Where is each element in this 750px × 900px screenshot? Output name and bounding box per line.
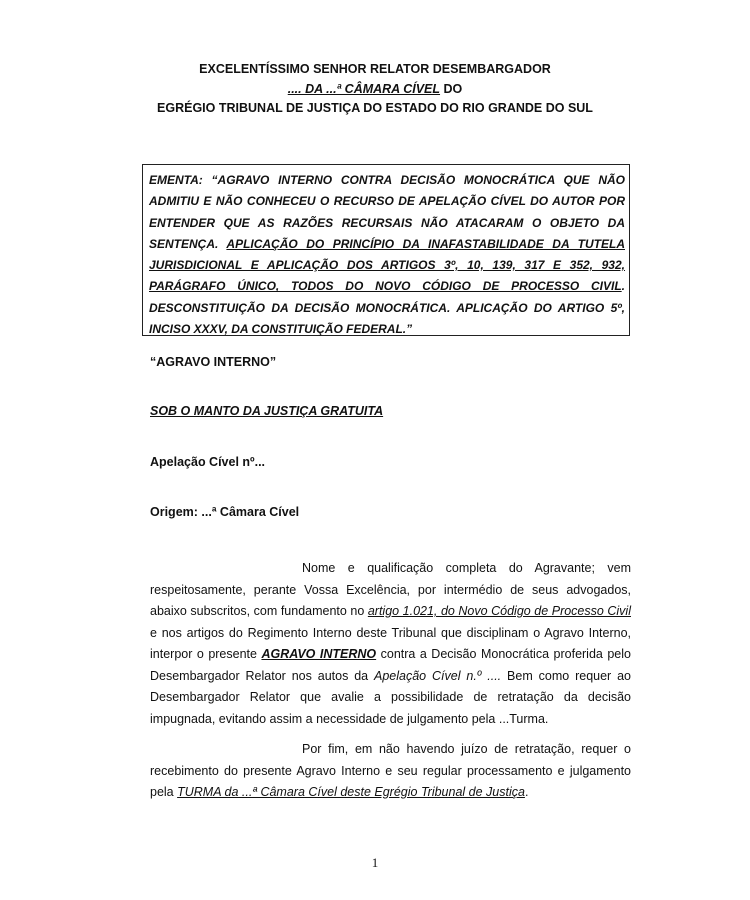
- ementa-part-2: . DESCONSTITUIÇÃO DA DECISÃO MONOCRÁTICA. APLICAÇÃO DO ARTIGO 5º, INCISO XXXV, DA CONSTITUIÇÃO FEDERAL.”: [149, 279, 625, 337]
- header-chamber: .... DA ...ª CÂMARA CÍVEL: [287, 82, 441, 96]
- label-agravo-interno: “AGRAVO INTERNO”: [150, 355, 277, 369]
- ementa-underlined: APLICAÇÃO DO PRINCÍPIO DA INAFASTABILIDADE DA TUTELA JURISDICIONAL E APLICAÇÃO DOS ARTIGOS 3º, 10, 139, 317 E 352, 932, PARÁGRAFO ÚNICO, TODOS DO NOVO CÓDIGO DE PROCESSO CIVIL: [149, 236, 625, 294]
- page-number: 1: [371, 855, 379, 870]
- p1-text-1: Nome e qualificação completa do Agravante; vem respeitosamente, perante Vossa Excelência, por intermédio de seus advogados, abaixo subscritos, com fundamento no: [150, 561, 631, 618]
- header-line-2: [0, 82, 750, 96]
- p1-text-5: contra a Decisão Monocrática proferida pelo Desembargador Relator nos autos da: [150, 647, 631, 683]
- p1-apelacao-ref: Apelação Cível n.º ....: [374, 668, 502, 683]
- header-line-3: EGRÉGIO TRIBUNAL DE JUSTIÇA DO ESTADO DO RIO GRANDE DO SUL: [157, 101, 593, 115]
- label-origem: Origem: ...ª Câmara Cível: [150, 505, 300, 519]
- label-apelacao-civel: Apelação Cível nº...: [150, 455, 266, 469]
- p2-text-3: .: [524, 785, 529, 799]
- paragraph-2: [150, 739, 631, 804]
- header-line-2-suffix: DO: [440, 82, 463, 96]
- ementa-text: [149, 170, 625, 340]
- label-justica-gratuita: SOB O MANTO DA JUSTIÇA GRATUITA: [150, 404, 384, 418]
- p2-turma-ref: TURMA da ...ª Câmara Cível deste Egrégio Tribunal de Justiça: [177, 785, 525, 799]
- p1-artigo-ref: artigo 1.021, do Novo Código de Processo Civil: [367, 604, 631, 618]
- p2-text-1: Por fim, em não havendo juízo de retratação, requer o recebimento do presente Agravo Interno e seu regular processamento e julgamento pela: [150, 742, 631, 799]
- paragraph-1: [150, 558, 631, 730]
- header-line-1: EXCELENTÍSSIMO SENHOR RELATOR DESEMBARGADOR: [199, 62, 551, 76]
- p1-text-7: Bem como requer ao Desembargador Relator que avalie a possibilidade de retratação da decisão impugnada, evitando assim a necessidade de julgamento pela ...Turma.: [150, 668, 632, 726]
- ementa-box: [142, 164, 630, 336]
- ementa-part-1: EMENTA: “AGRAVO INTERNO CONTRA DECISÃO MONOCRÁTICA QUE NÃO ADMITIU E NÃO CONHECEU O RECURSO DE APELAÇÃO CÍVEL DO AUTOR POR ENTENDER QUE AS RAZÕES RECURSAIS NÃO ATACARAM O OBJETO DA SENTENÇA.: [149, 173, 625, 251]
- p1-text-3: e nos artigos do Regimento Interno deste Tribunal que disciplinam o Agravo Interno, interpor o presente: [150, 625, 631, 661]
- p1-agravo-interno: AGRAVO INTERNO: [261, 647, 377, 661]
